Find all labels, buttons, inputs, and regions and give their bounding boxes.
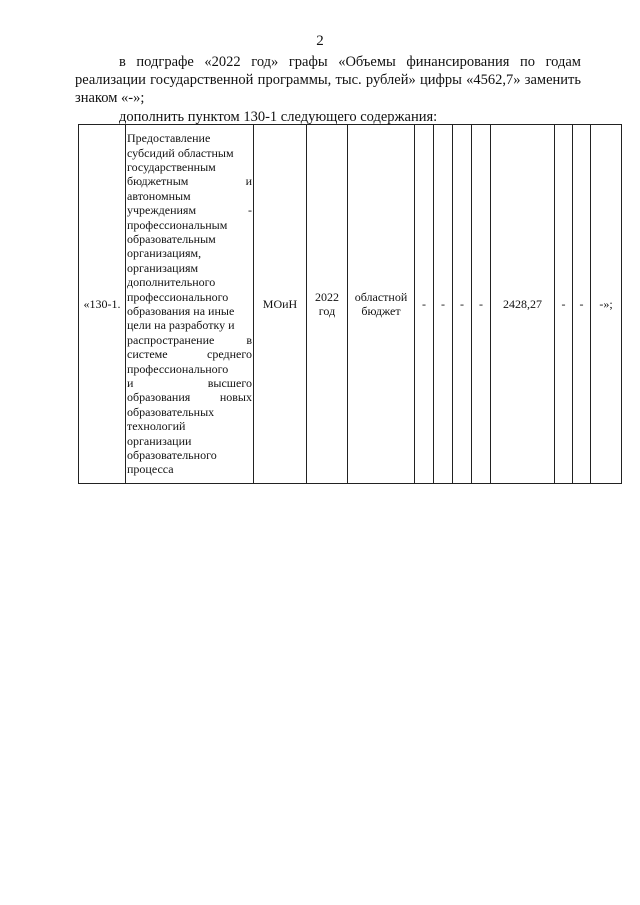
year-unit: год: [318, 304, 336, 318]
description-line: системе среднего: [127, 347, 252, 362]
description-line: образования новых: [127, 390, 252, 405]
description-line: и высшего: [127, 376, 252, 391]
page-number: 2: [316, 33, 324, 49]
description-line: профессиональным: [127, 217, 228, 232]
table-row: [79, 125, 622, 484]
description-line: технологий: [127, 419, 186, 434]
replace-paragraph: в подграфе «2022 год» графы «Объемы финансирования по годам реализации государственной программы, тыс. рублей» цифры «4562,7» заменить знаком «-»;: [75, 54, 581, 106]
empty-year-cell: -: [555, 125, 573, 484]
description-line: образовательного: [127, 448, 217, 463]
description-line: учреждениям -: [127, 203, 252, 218]
empty-year-cell: -: [573, 125, 591, 484]
description-line: дополнительного: [127, 275, 216, 290]
description-line: образовательным: [127, 231, 216, 246]
description-line: бюджетным и: [127, 174, 252, 189]
year-value: 2022: [315, 289, 339, 304]
empty-year-cell: -: [415, 125, 434, 484]
description-line: цели на разработку и: [127, 318, 235, 333]
closing-cell: -»;: [591, 125, 622, 484]
description-line: образовательных: [127, 404, 215, 419]
description-line: процесса: [127, 462, 174, 477]
empty-year-cell: -: [453, 125, 472, 484]
amount-cell: 2428,27: [491, 125, 555, 484]
empty-year-cell: -: [472, 125, 491, 484]
empty-year-cell: -: [434, 125, 453, 484]
executor-cell: МОиН: [254, 125, 307, 484]
description-line: государственным: [127, 159, 216, 174]
description-line: автономным: [127, 188, 191, 203]
description-line: профессионального: [127, 361, 229, 376]
description-line: распространение в: [127, 332, 252, 347]
supplement-paragraph: дополнить пунктом 130-1 следующего содержания:: [119, 109, 438, 125]
description-line: Предоставление: [127, 131, 211, 146]
description-line: организации: [127, 433, 192, 448]
item-description-cell: [126, 125, 254, 484]
description-line: образования на иные: [127, 304, 235, 318]
funding-source-line: областной: [354, 289, 408, 304]
description-line: профессионального: [127, 289, 229, 304]
program-table: [78, 124, 622, 484]
description-line: организациям,: [127, 246, 202, 261]
funding-source-line: бюджет: [361, 304, 401, 318]
description-line: субсидий областным: [127, 145, 234, 160]
description-line: организациям: [127, 260, 199, 275]
year-cell: [307, 125, 348, 484]
item-number-cell: «130-1.: [79, 125, 126, 484]
funding-source-cell: [348, 125, 415, 484]
